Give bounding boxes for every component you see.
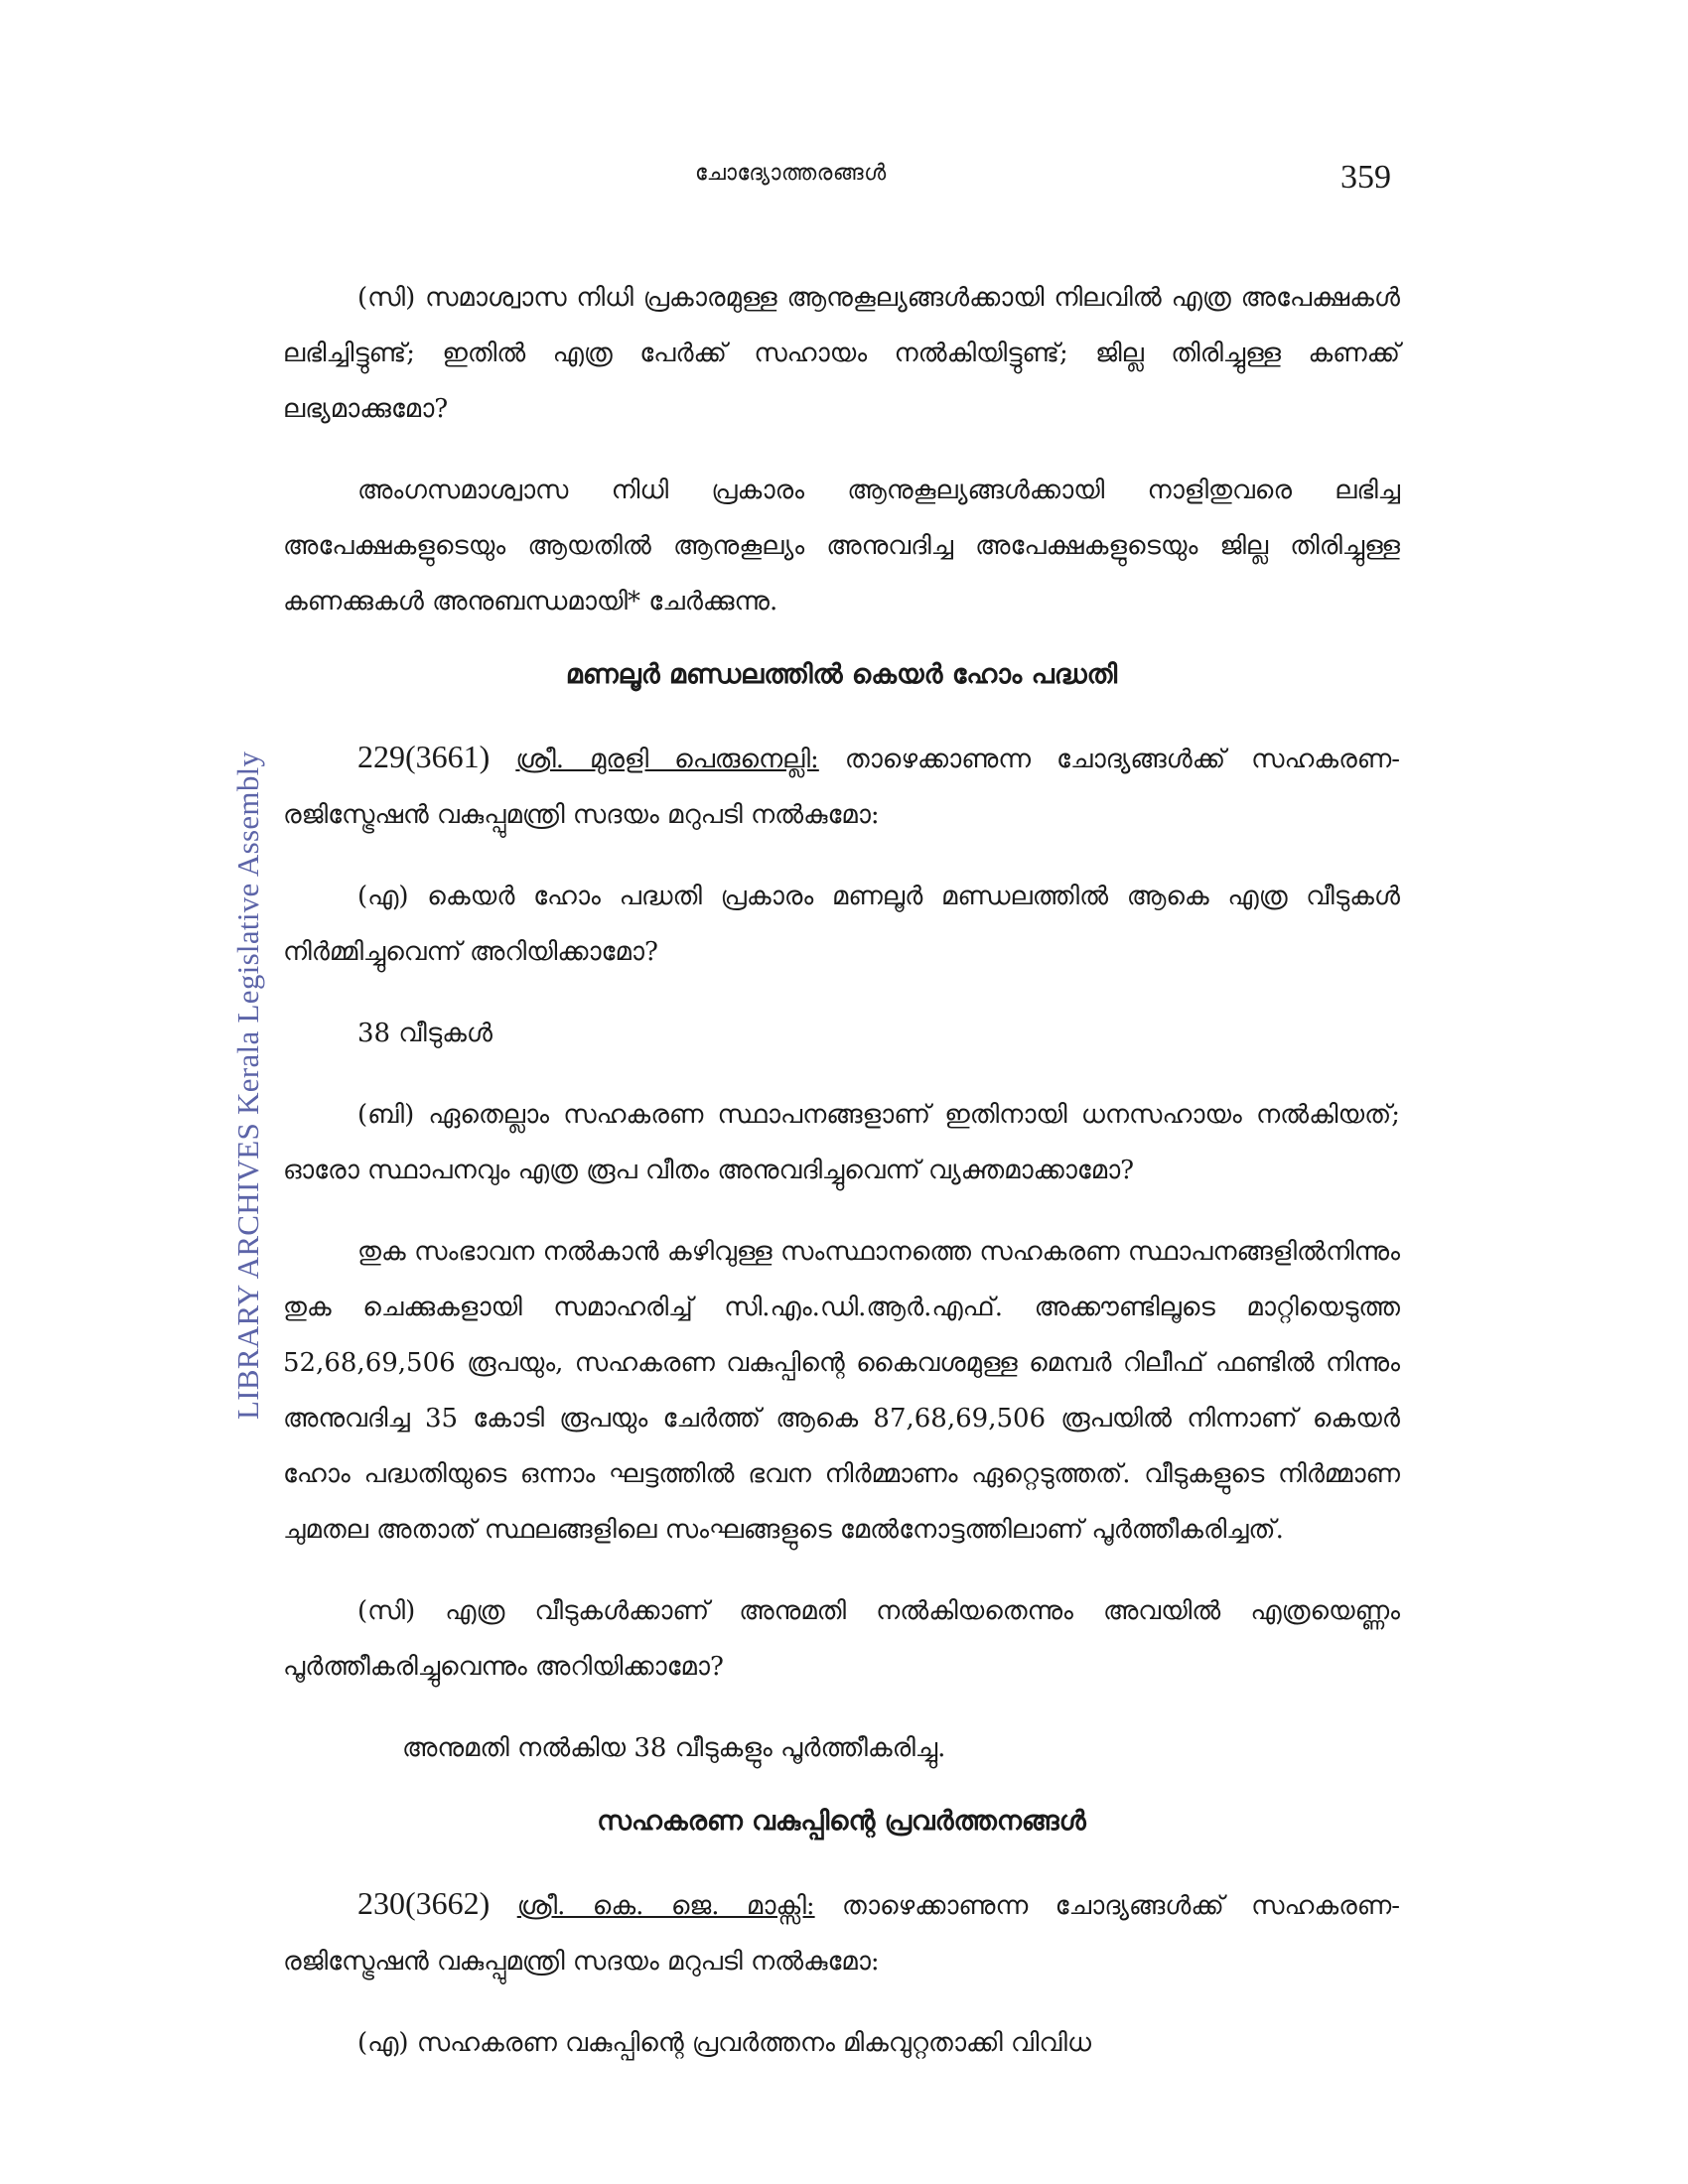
answer-229-a: 38 വീടുകൾ — [357, 1019, 493, 1048]
section-heading-care-home: മണലൂർ മണ്ഡലത്തിൽ കെയർ ഹോം പദ്ധതി — [565, 659, 1118, 690]
answer-229-b: തുക സംഭാവന നൽകാൻ കഴിവുള്ള സംസ്ഥാനത്തെ സഹകരണ സ്ഥാപനങ്ങളിൽനിന്നും തുക ചെക്കുകളായി സമാഹരിച്ച് സി.എം.ഡി.ആർ.എഫ്. അക്കൗണ്ടിലൂടെ മാറ്റിയെടുത്ത 52,68,69,506 രൂപയും, സഹകരണ വകുപ്പിന്റെ കൈവശമുള്ള മെമ്പർ റിലീഫ് ഫണ്ടിൽ നിന്നും അനുവദിച്ച 35 കോടി രൂപയും ചേർത്ത് ആകെ 87,68,69,506 രൂപയിൽ നിന്നാണ് കെയർ ഹോം പദ്ധതിയുടെ ഒന്നാം ഘട്ടത്തിൽ ഭവന നിർമ്മാണം ഏറ്റെടുത്തത്. വീടുകളുടെ നിർമ്മാണ ചുമതല അതാത് സ്ഥലങ്ങളിലെ സംഘങ്ങളുടെ മേൽനോട്ടത്തിലാണ് പൂർത്തീകരിച്ചത്. — [283, 1237, 1400, 1545]
member-name: ശ്രീ. കെ. ജെ. മാക്സി: — [516, 1891, 815, 1921]
question-number: 230(3662) — [357, 1885, 491, 1921]
question-229-c: (സി) എത്ര വീടുകൾക്കാണ് അനുമതി നൽകിയതെന്നും അവയിൽ എത്രയെണ്ണം പൂർത്തീകരിച്ചുവെന്നും അറിയിക്കാമോ? — [283, 1596, 1400, 1682]
archive-watermark: LIBRARY ARCHIVES Kerala Legislative Assembly — [230, 751, 265, 1420]
page-body — [283, 270, 1400, 2097]
question-number: 229(3661) — [357, 739, 491, 774]
question-229-b: (ബി) ഏതെല്ലാം സഹകരണ സ്ഥാപനങ്ങളാണ് ഇതിനായി ധനസഹായം നൽകിയത്; ഓരോ സ്ഥാപനവും എത്ര രൂപ വീതം അനുവദിച്ചുവെന്ന് വ്യക്തമാക്കാമോ? — [283, 1100, 1400, 1185]
page-number: 359 — [1340, 159, 1391, 196]
question-c-previous: (സി) സമാശ്വാസ നിധി പ്രകാരമുള്ള ആനുകൂല്യങ്ങൾക്കായി നിലവിൽ എത്ര അപേക്ഷകൾ ലഭിച്ചിട്ടുണ്ട്; ഇതിൽ എത്ര പേർക്ക് സഹായം നൽകിയിട്ടുണ്ട്; ജില്ല തിരിച്ചുള്ള കണക്ക് ലഭ്യമാക്കുമോ? — [283, 283, 1400, 424]
question-229-a: (എ) കെയർ ഹോം പദ്ധതി പ്രകാരം മണലൂർ മണ്ഡലത്തിൽ ആകെ എത്ര വീടുകൾ നിർമ്മിച്ചുവെന്ന് അറിയിക്കാമോ? — [283, 882, 1400, 967]
question-intro-text: താഴെക്കാണുന്ന ചോദ്യങ്ങൾക്ക് സഹകരണ-രജിസ്ട്രേഷൻ വകുപ്പുമന്ത്രി സദയം മറുപടി നൽകുമോ: — [283, 745, 1400, 830]
question-229-intro — [283, 729, 1400, 843]
question-230-intro — [283, 1875, 1400, 1989]
answer-c-previous: അംഗസമാശ്വാസ നിധി പ്രകാരം ആനുകൂല്യങ്ങൾക്കായി നാളിതുവരെ ലഭിച്ച അപേക്ഷകളുടെയും ആയതിൽ ആനുകൂല്യം അനുവദിച്ച അപേക്ഷകളുടെയും ജില്ല തിരിച്ചുള്ള കണക്കുകൾ അനുബന്ധമായി* ചേർക്കുന്നു. — [283, 476, 1400, 616]
running-title: ചോദ്യോത്തരങ്ങൾ — [695, 161, 887, 186]
question-intro-text: താഴെക്കാണുന്ന ചോദ്യങ്ങൾക്ക് സഹകരണ-രജിസ്ട്രേഷൻ വകുപ്പുമന്ത്രി സദയം മറുപടി നൽകുമോ: — [283, 1891, 1400, 1977]
section-heading-department-activities: സഹകരണ വകുപ്പിന്റെ പ്രവർത്തനങ്ങൾ — [597, 1806, 1086, 1837]
question-230-a: (എ) സഹകരണ വകുപ്പിന്റെ പ്രവർത്തനം മികവുറ്റതാക്കി വിവിധ — [357, 2028, 1092, 2058]
member-name: ശ്രീ. മുരളി പെരുനെല്ലി: — [515, 745, 819, 774]
answer-229-c: അനുമതി നൽകിയ 38 വീടുകളും പൂർത്തീകരിച്ചു. — [402, 1733, 946, 1763]
